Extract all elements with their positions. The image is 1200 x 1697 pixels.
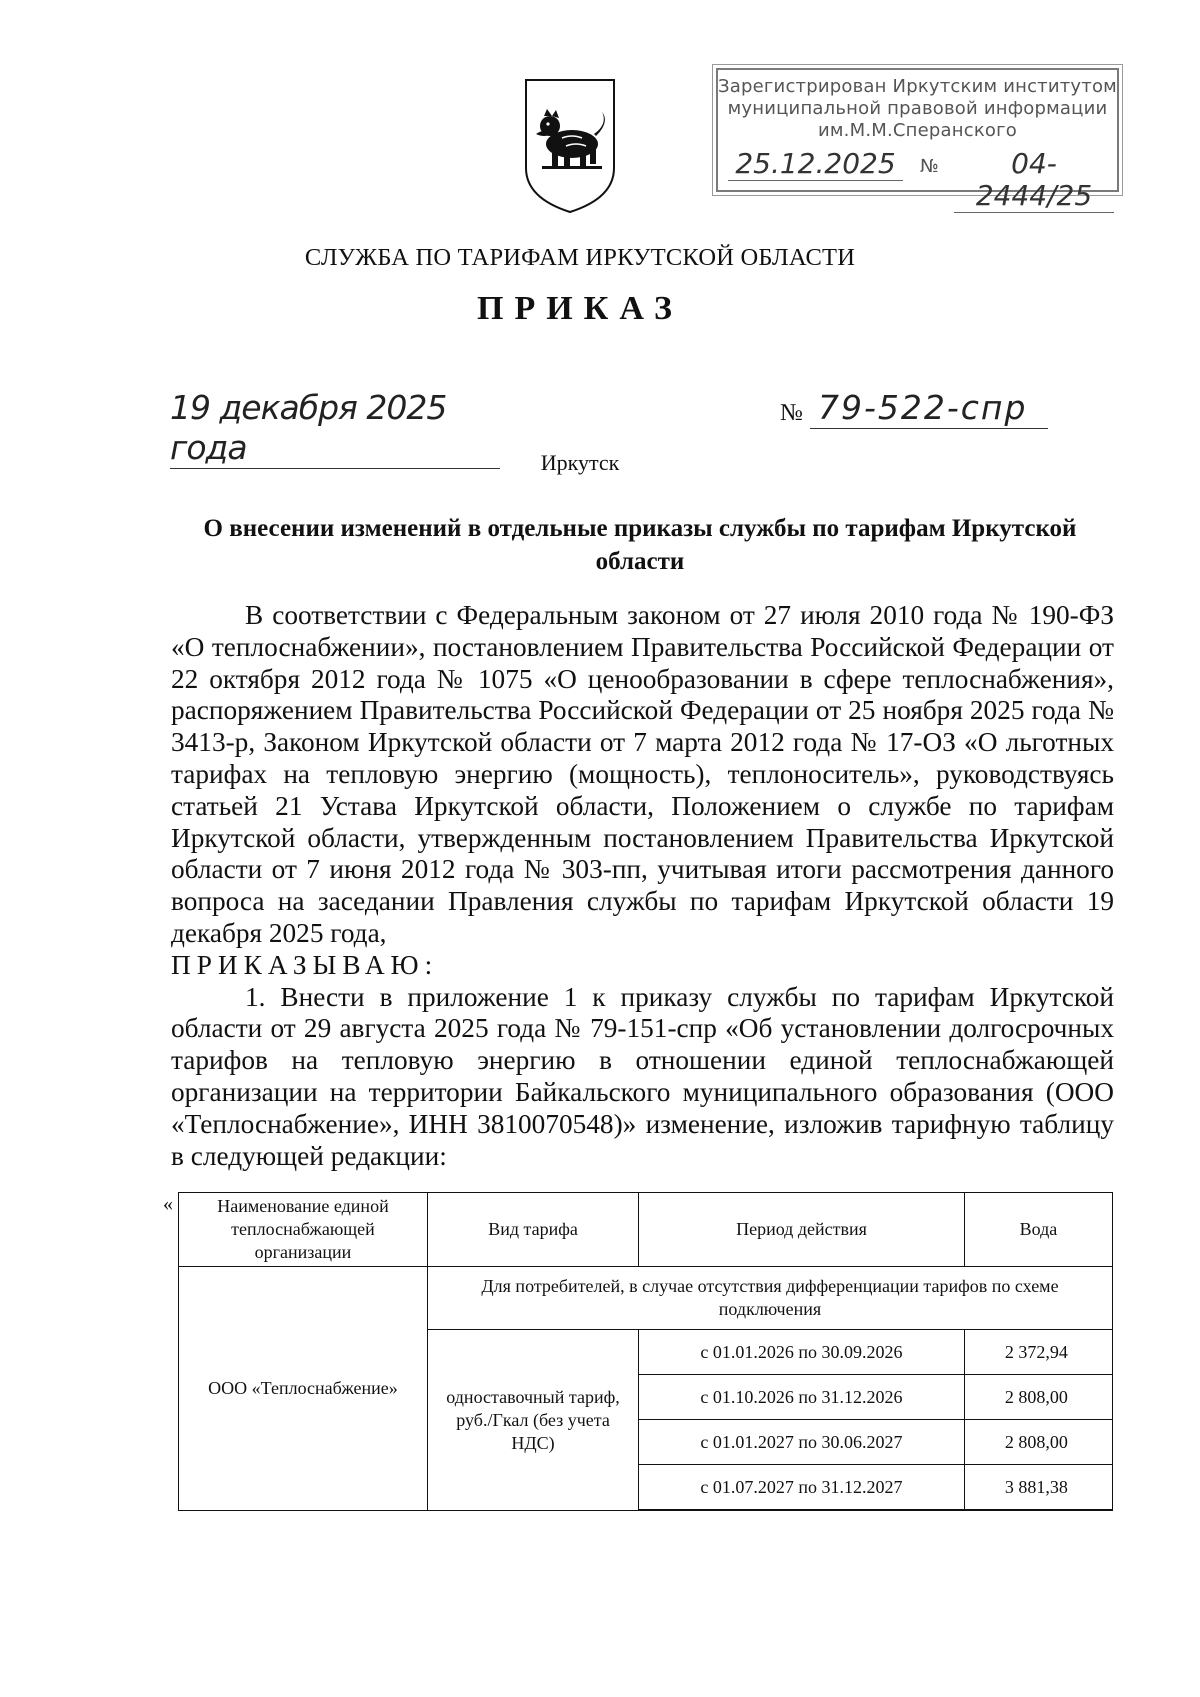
item-1-paragraph: 1. Внести в приложение 1 к приказу службы по тарифам Иркутской области от 29 августа 2025 года № 79-151-спр «Об установлении долгосрочных тарифов на тепловую энергию в отношении единой теплоснабжающей организации на территории Байкальского муниципального образования (ООО «Теплоснабжение», ИНН 3810070548)» изменение, изложив тарифную таблицу в следующей редакции: bbox=[171, 981, 1114, 1171]
order-number-label: № bbox=[780, 400, 803, 426]
stamp-number: 04-2444/25 bbox=[954, 148, 1114, 213]
period-cell: с 01.10.2026 по 31.12.2026 bbox=[639, 1375, 965, 1420]
table-bottom-edge bbox=[639, 1510, 1113, 1511]
stamp-number-label: № bbox=[920, 156, 939, 177]
document-title: О внесении изменений в отдельные приказы службы по тарифам Иркутской области bbox=[203, 515, 1077, 575]
period-cell: с 01.01.2027 по 30.06.2027 bbox=[639, 1420, 965, 1465]
registration-stamp bbox=[716, 68, 1119, 212]
value-cell: 2 808,00 bbox=[964, 1420, 1112, 1465]
value-cell: 3 881,38 bbox=[964, 1465, 1112, 1510]
document-body bbox=[171, 600, 1114, 1172]
header-period: Период действия bbox=[639, 1193, 965, 1267]
stamp-line-3: им.М.М.Сперанского bbox=[818, 120, 1017, 141]
tariff-table bbox=[178, 1192, 1113, 1511]
value-cell: 2 808,00 bbox=[964, 1375, 1112, 1420]
order-word: ПРИКАЗЫВАЮ: bbox=[171, 949, 439, 980]
city: Иркутск bbox=[540, 450, 620, 475]
table-header-row bbox=[179, 1193, 1113, 1267]
header-org: Наименование единой теплоснабжающей организации bbox=[179, 1193, 428, 1267]
header-tariff-type: Вид тарифа bbox=[427, 1193, 638, 1267]
stamp-registration-row bbox=[728, 147, 1107, 212]
tariff-name-cell: одноставочный тариф, руб./Гкал (без учета НДС) bbox=[427, 1330, 638, 1511]
stamp-line-2: муниципальной правовой информации bbox=[727, 98, 1108, 119]
table-opening-quote: « bbox=[163, 1193, 173, 1215]
document-type: ПРИКАЗ bbox=[477, 290, 683, 327]
value-cell: 2 372,94 bbox=[964, 1330, 1112, 1375]
stamp-date: 25.12.2025 bbox=[728, 148, 903, 181]
group-label-cell: Для потребителей, в случае отсутствия дифференциации тарифов по схеме подключения bbox=[427, 1267, 1112, 1330]
coat-of-arms-emblem bbox=[522, 76, 618, 216]
order-number: 79-522-спр bbox=[810, 388, 1048, 429]
agency-name: СЛУЖБА ПО ТАРИФАМ ИРКУТСКОЙ ОБЛАСТИ bbox=[304, 244, 856, 271]
order-date: 19 декабря 2025 года bbox=[170, 388, 500, 469]
preamble-paragraph: В соответствии с Федеральным законом от 27 июля 2010 года № 190-ФЗ «О теплоснабжении», постановлением Правительства Российской Федерации от 22 октября 2012 года № 1075 «О ценообразовании в сфере теплоснабжения», распоряжением Правительства Российской Федерации от 25 ноября 2025 года № 3413-р, Законом Иркутской области от 7 марта 2012 года № 17-ОЗ «О льготных тарифах на тепловую энергию (мощность), теплоноситель», руководствуясь статьей 21 Устава Иркутской области, Положением о службе по тарифам Иркутской области, утвержденным постановлением Правительства Иркутской области от 7 июня 2012 года № 303-пп, учитывая итоги рассмотрения данного вопроса на заседании Правления службы по тарифам Иркутской области 19 декабря 2025 года, bbox=[171, 600, 1114, 948]
header-water: Вода bbox=[964, 1193, 1112, 1267]
stamp-line-1: Зарегистрирован Иркутским институтом bbox=[718, 76, 1117, 97]
period-cell: с 01.01.2026 по 30.09.2026 bbox=[639, 1330, 965, 1375]
table-row bbox=[179, 1267, 1113, 1330]
org-name-cell: ООО «Теплоснабжение» bbox=[179, 1267, 428, 1511]
period-cell: с 01.07.2027 по 31.12.2027 bbox=[639, 1465, 965, 1510]
